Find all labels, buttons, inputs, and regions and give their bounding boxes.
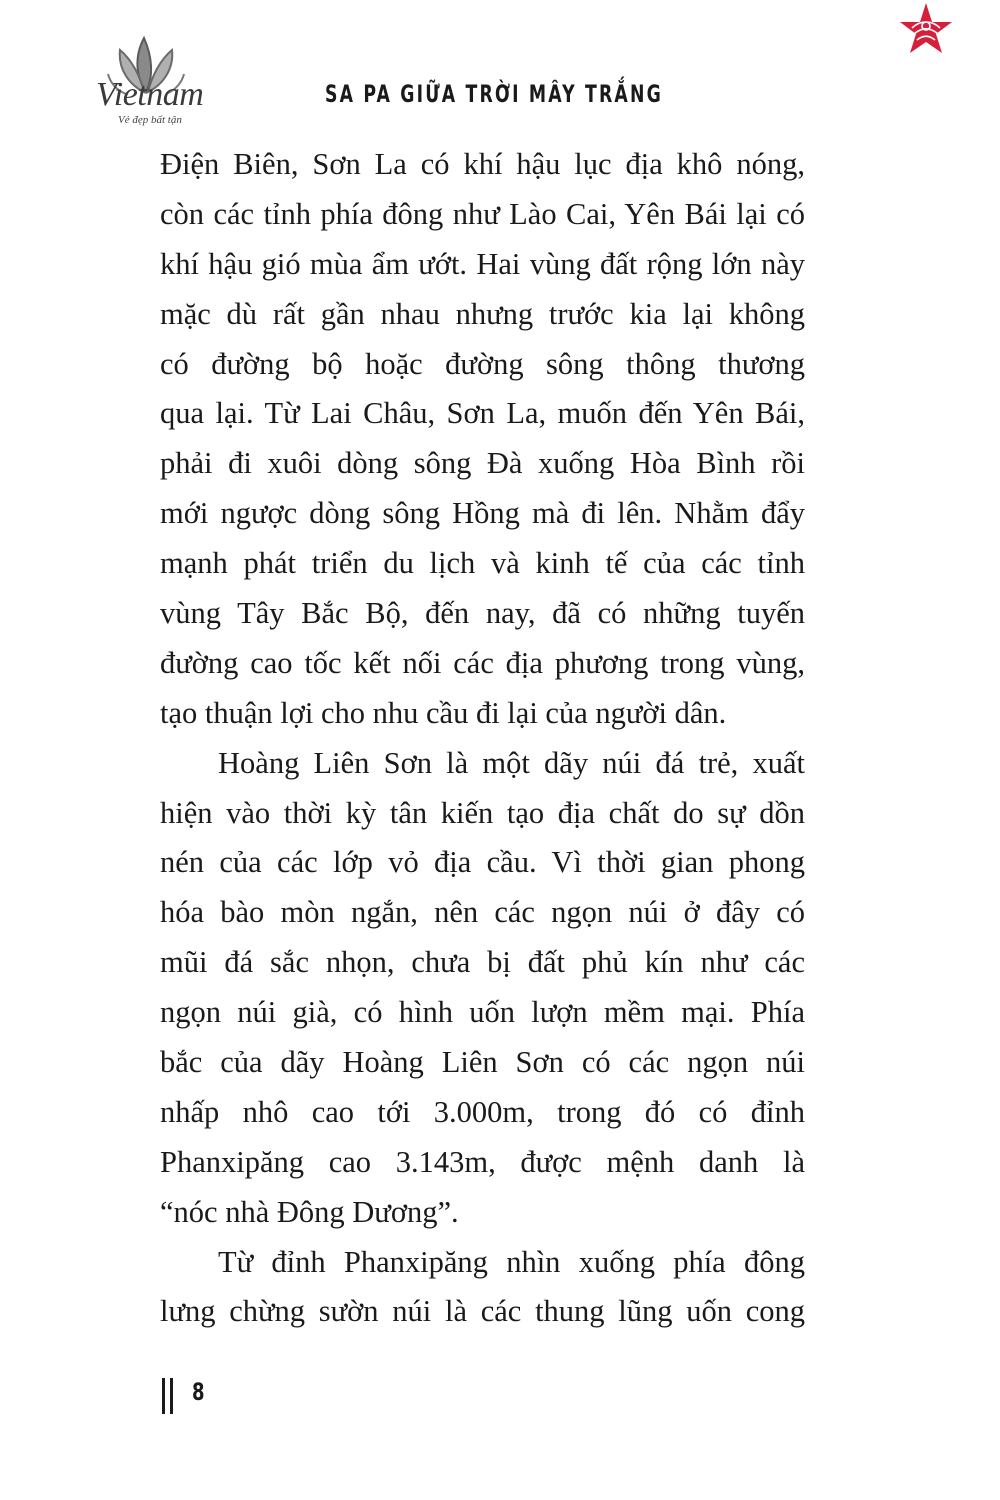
text-line: khí hậu gió mùa ẩm ướt. Hai vùng đất rộng lớn này	[160, 246, 805, 281]
text-line: lưng chừng sườn núi là các thung lũng uốn cong	[160, 1294, 805, 1329]
text-line: qua lại. Từ Lai Châu, Sơn La, muốn đến Yên Bái,	[160, 396, 805, 431]
paragraph	[160, 1238, 805, 1338]
text-line: Điện Biên, Sơn La có khí hậu lục địa khô nóng,	[160, 147, 805, 181]
text-line: đường cao tốc kết nối các địa phương trong vùng,	[160, 645, 805, 680]
text-line: phải đi xuôi dòng sông Đà xuống Hòa Bình rồi	[160, 446, 805, 481]
text-line: hiện vào thời kỳ tân kiến tạo địa chất do sự dồn	[160, 795, 805, 830]
text-line: “nóc nhà Đông Dương”.	[160, 1194, 459, 1229]
text-line: vùng Tây Bắc Bộ, đến nay, đã có những tuyến	[160, 596, 805, 631]
running-head-title: SA PA GIỮA TRỜI MÂY TRẮNG	[325, 80, 663, 108]
page-marker-icon	[162, 1378, 176, 1414]
text-line: mạnh phát triển du lịch và kinh tế của các tỉnh	[160, 546, 805, 581]
paragraph	[160, 739, 805, 1238]
brand-name: Vietnam	[96, 76, 204, 113]
text-line: nhấp nhô cao tới 3.000m, trong đó có đỉnh	[160, 1094, 805, 1129]
text-line: Phanxipăng cao 3.143m, được mệnh danh là	[160, 1144, 805, 1179]
text-line: bắc của dãy Hoàng Liên Sơn có các ngọn núi	[160, 1045, 805, 1080]
text-line: có đường bộ hoặc đường sông thông thương	[160, 346, 805, 381]
text-line: còn các tỉnh phía đông như Lào Cai, Yên Bái lại có	[160, 196, 805, 231]
text-line: mới ngược dòng sông Hồng mà đi lên. Nhằm đẩy	[160, 496, 805, 531]
star-burst-icon	[898, 2, 954, 58]
brand-logo	[88, 30, 248, 140]
page-number: 8	[192, 1378, 205, 1406]
body-text	[160, 140, 805, 1337]
text-line: hóa bào mòn ngắn, nên các ngọn núi ở đây có	[160, 895, 805, 930]
text-line: Hoàng Liên Sơn là một dãy núi đá trẻ, xuất	[218, 745, 805, 780]
text-line: nén của các lớp vỏ địa cầu. Vì thời gian phong	[160, 845, 805, 880]
paragraph	[160, 140, 805, 739]
text-line: Từ đỉnh Phanxipăng nhìn xuống phía đông	[218, 1244, 805, 1279]
text-line: mặc dù rất gần nhau nhưng trước kia lại không	[160, 296, 805, 331]
text-line: mũi đá sắc nhọn, chưa bị đất phủ kín như các	[160, 945, 805, 980]
text-line: ngọn núi già, có hình uốn lượn mềm mại. Phía	[160, 995, 805, 1030]
brand-tagline: Vẻ đẹp bất tận	[118, 114, 182, 126]
text-line: tạo thuận lợi cho nhu cầu đi lại của người dân.	[160, 695, 727, 730]
